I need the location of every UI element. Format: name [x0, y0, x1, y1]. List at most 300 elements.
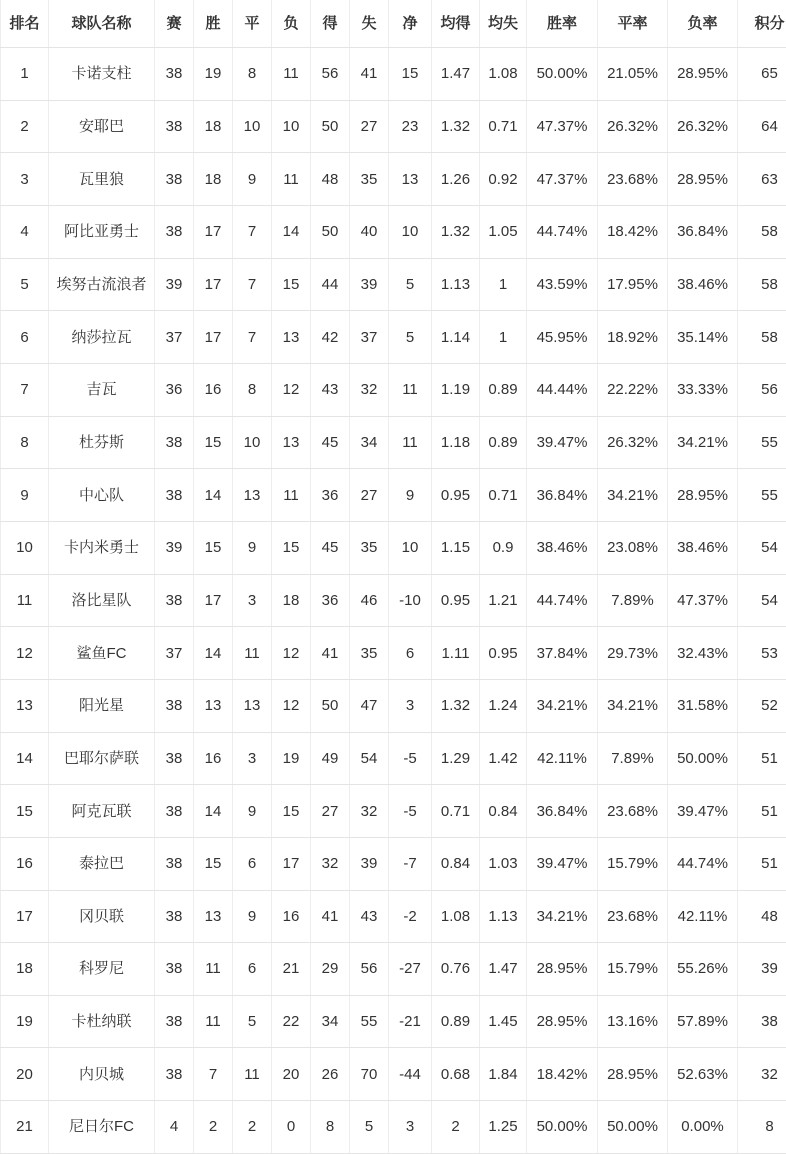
cell-win_rate: 45.95%: [527, 311, 598, 364]
cell-goal_diff: -21: [389, 995, 432, 1048]
table-row: [1, 1101, 786, 1154]
cell-draws: 2: [233, 1101, 272, 1154]
cell-draws: 6: [233, 837, 272, 890]
cell-goal_diff: 13: [389, 153, 432, 206]
cell-win_rate: 28.95%: [527, 995, 598, 1048]
cell-loss_rate: 31.58%: [668, 679, 738, 732]
cell-points: 55: [738, 469, 786, 522]
cell-team: 鲨鱼FC: [49, 627, 155, 680]
cell-losses: 15: [272, 785, 311, 838]
cell-goals_for: 42: [311, 311, 350, 364]
cell-goal_diff: 10: [389, 205, 432, 258]
cell-goals_for: 45: [311, 416, 350, 469]
cell-draws: 8: [233, 363, 272, 416]
table-row: [1, 100, 786, 153]
cell-loss_rate: 44.74%: [668, 837, 738, 890]
cell-loss_rate: 28.95%: [668, 48, 738, 101]
cell-goal_diff: 15: [389, 48, 432, 101]
cell-draw_rate: 21.05%: [598, 48, 668, 101]
cell-points: 64: [738, 100, 786, 153]
cell-rank: 9: [1, 469, 49, 522]
cell-avg_goals_against: 1.03: [480, 837, 527, 890]
cell-draws: 11: [233, 1048, 272, 1101]
column-header-played: 赛: [155, 0, 194, 48]
cell-avg_goals_for: 1.32: [432, 679, 480, 732]
cell-losses: 17: [272, 837, 311, 890]
cell-goals_against: 34: [350, 416, 389, 469]
cell-goals_for: 29: [311, 943, 350, 996]
cell-avg_goals_against: 1.24: [480, 679, 527, 732]
cell-team: 安耶巴: [49, 100, 155, 153]
cell-avg_goals_against: 1.42: [480, 732, 527, 785]
cell-goal_diff: 23: [389, 100, 432, 153]
cell-wins: 17: [194, 205, 233, 258]
cell-avg_goals_against: 1.25: [480, 1101, 527, 1154]
cell-played: 38: [155, 574, 194, 627]
cell-draw_rate: 50.00%: [598, 1101, 668, 1154]
table-row: [1, 311, 786, 364]
cell-draw_rate: 23.68%: [598, 890, 668, 943]
cell-loss_rate: 47.37%: [668, 574, 738, 627]
cell-draws: 10: [233, 416, 272, 469]
cell-avg_goals_for: 0.89: [432, 995, 480, 1048]
cell-goals_for: 50: [311, 100, 350, 153]
cell-losses: 13: [272, 311, 311, 364]
cell-losses: 12: [272, 679, 311, 732]
table-row: [1, 627, 786, 680]
cell-goal_diff: -2: [389, 890, 432, 943]
cell-losses: 12: [272, 363, 311, 416]
cell-loss_rate: 33.33%: [668, 363, 738, 416]
cell-loss_rate: 28.95%: [668, 469, 738, 522]
cell-rank: 3: [1, 153, 49, 206]
cell-avg_goals_against: 1: [480, 311, 527, 364]
cell-loss_rate: 52.63%: [668, 1048, 738, 1101]
cell-points: 58: [738, 258, 786, 311]
column-header-rank: 排名: [1, 0, 49, 48]
cell-avg_goals_against: 0.89: [480, 416, 527, 469]
cell-avg_goals_against: 1.47: [480, 943, 527, 996]
cell-goal_diff: 11: [389, 363, 432, 416]
cell-draw_rate: 18.92%: [598, 311, 668, 364]
cell-goals_for: 48: [311, 153, 350, 206]
cell-draws: 9: [233, 153, 272, 206]
cell-draw_rate: 34.21%: [598, 469, 668, 522]
cell-wins: 14: [194, 627, 233, 680]
cell-played: 37: [155, 311, 194, 364]
cell-points: 8: [738, 1101, 786, 1154]
cell-draws: 9: [233, 890, 272, 943]
cell-avg_goals_for: 1.13: [432, 258, 480, 311]
cell-loss_rate: 57.89%: [668, 995, 738, 1048]
column-header-wins: 胜: [194, 0, 233, 48]
table-row: [1, 890, 786, 943]
cell-draw_rate: 23.68%: [598, 153, 668, 206]
cell-loss_rate: 55.26%: [668, 943, 738, 996]
cell-team: 瓦里狼: [49, 153, 155, 206]
cell-win_rate: 44.74%: [527, 205, 598, 258]
cell-win_rate: 39.47%: [527, 837, 598, 890]
cell-rank: 19: [1, 995, 49, 1048]
cell-avg_goals_for: 1.14: [432, 311, 480, 364]
cell-draw_rate: 18.42%: [598, 205, 668, 258]
cell-goal_diff: 6: [389, 627, 432, 680]
cell-draw_rate: 7.89%: [598, 574, 668, 627]
cell-rank: 10: [1, 521, 49, 574]
column-header-draws: 平: [233, 0, 272, 48]
cell-draws: 13: [233, 679, 272, 732]
cell-win_rate: 43.59%: [527, 258, 598, 311]
cell-losses: 21: [272, 943, 311, 996]
cell-goals_against: 39: [350, 837, 389, 890]
cell-losses: 11: [272, 469, 311, 522]
cell-avg_goals_against: 0.84: [480, 785, 527, 838]
cell-losses: 10: [272, 100, 311, 153]
column-header-goals_against: 失: [350, 0, 389, 48]
cell-goals_for: 32: [311, 837, 350, 890]
cell-goal_diff: -5: [389, 785, 432, 838]
cell-goals_against: 46: [350, 574, 389, 627]
cell-points: 32: [738, 1048, 786, 1101]
cell-wins: 13: [194, 890, 233, 943]
cell-played: 4: [155, 1101, 194, 1154]
cell-played: 39: [155, 521, 194, 574]
header-row: [1, 0, 786, 48]
cell-goal_diff: -10: [389, 574, 432, 627]
cell-loss_rate: 35.14%: [668, 311, 738, 364]
cell-draw_rate: 28.95%: [598, 1048, 668, 1101]
cell-draw_rate: 22.22%: [598, 363, 668, 416]
cell-goals_for: 41: [311, 627, 350, 680]
cell-points: 58: [738, 205, 786, 258]
column-header-draw_rate: 平率: [598, 0, 668, 48]
cell-team: 卡内米勇士: [49, 521, 155, 574]
table-row: [1, 943, 786, 996]
cell-losses: 11: [272, 48, 311, 101]
cell-draws: 3: [233, 574, 272, 627]
cell-rank: 13: [1, 679, 49, 732]
cell-points: 38: [738, 995, 786, 1048]
cell-played: 37: [155, 627, 194, 680]
cell-losses: 20: [272, 1048, 311, 1101]
cell-avg_goals_for: 0.95: [432, 469, 480, 522]
cell-team: 尼日尔FC: [49, 1101, 155, 1154]
cell-rank: 7: [1, 363, 49, 416]
cell-draws: 3: [233, 732, 272, 785]
cell-draws: 5: [233, 995, 272, 1048]
cell-points: 54: [738, 574, 786, 627]
table-row: [1, 1048, 786, 1101]
cell-win_rate: 28.95%: [527, 943, 598, 996]
cell-losses: 15: [272, 258, 311, 311]
cell-draw_rate: 15.79%: [598, 943, 668, 996]
cell-wins: 18: [194, 100, 233, 153]
cell-goals_against: 27: [350, 100, 389, 153]
cell-team: 卡诺支柱: [49, 48, 155, 101]
table-row: [1, 469, 786, 522]
cell-points: 54: [738, 521, 786, 574]
cell-goals_for: 56: [311, 48, 350, 101]
cell-draws: 7: [233, 205, 272, 258]
cell-losses: 22: [272, 995, 311, 1048]
cell-points: 53: [738, 627, 786, 680]
cell-losses: 14: [272, 205, 311, 258]
cell-goals_against: 43: [350, 890, 389, 943]
cell-wins: 11: [194, 943, 233, 996]
cell-goals_against: 32: [350, 785, 389, 838]
cell-avg_goals_for: 2: [432, 1101, 480, 1154]
cell-points: 63: [738, 153, 786, 206]
cell-played: 38: [155, 100, 194, 153]
table-row: [1, 785, 786, 838]
cell-points: 39: [738, 943, 786, 996]
cell-loss_rate: 42.11%: [668, 890, 738, 943]
cell-win_rate: 44.44%: [527, 363, 598, 416]
cell-win_rate: 36.84%: [527, 785, 598, 838]
cell-win_rate: 42.11%: [527, 732, 598, 785]
cell-avg_goals_for: 0.76: [432, 943, 480, 996]
cell-goals_for: 8: [311, 1101, 350, 1154]
cell-avg_goals_for: 0.71: [432, 785, 480, 838]
cell-win_rate: 44.74%: [527, 574, 598, 627]
cell-points: 51: [738, 732, 786, 785]
cell-team: 冈贝联: [49, 890, 155, 943]
table-row: [1, 153, 786, 206]
cell-loss_rate: 34.21%: [668, 416, 738, 469]
cell-draw_rate: 15.79%: [598, 837, 668, 890]
cell-draws: 8: [233, 48, 272, 101]
cell-team: 内贝城: [49, 1048, 155, 1101]
cell-avg_goals_for: 1.18: [432, 416, 480, 469]
cell-draws: 9: [233, 521, 272, 574]
cell-rank: 12: [1, 627, 49, 680]
column-header-goals_for: 得: [311, 0, 350, 48]
cell-draws: 9: [233, 785, 272, 838]
cell-goals_for: 26: [311, 1048, 350, 1101]
cell-wins: 15: [194, 837, 233, 890]
cell-wins: 13: [194, 679, 233, 732]
cell-draw_rate: 26.32%: [598, 416, 668, 469]
cell-goal_diff: -44: [389, 1048, 432, 1101]
cell-draws: 11: [233, 627, 272, 680]
cell-goals_for: 36: [311, 574, 350, 627]
cell-draw_rate: 23.08%: [598, 521, 668, 574]
cell-goal_diff: 5: [389, 311, 432, 364]
cell-played: 38: [155, 153, 194, 206]
cell-played: 38: [155, 205, 194, 258]
column-header-loss_rate: 负率: [668, 0, 738, 48]
cell-team: 中心队: [49, 469, 155, 522]
cell-wins: 19: [194, 48, 233, 101]
cell-avg_goals_against: 1.21: [480, 574, 527, 627]
cell-avg_goals_for: 0.68: [432, 1048, 480, 1101]
cell-goal_diff: 9: [389, 469, 432, 522]
column-header-points: 积分: [738, 0, 786, 48]
cell-team: 纳莎拉瓦: [49, 311, 155, 364]
table-row: [1, 732, 786, 785]
cell-rank: 21: [1, 1101, 49, 1154]
cell-losses: 19: [272, 732, 311, 785]
cell-points: 48: [738, 890, 786, 943]
cell-goals_against: 37: [350, 311, 389, 364]
cell-played: 38: [155, 943, 194, 996]
standings-table-body: [1, 48, 786, 1154]
cell-points: 65: [738, 48, 786, 101]
cell-losses: 13: [272, 416, 311, 469]
cell-win_rate: 47.37%: [527, 153, 598, 206]
cell-wins: 14: [194, 785, 233, 838]
cell-goals_for: 41: [311, 890, 350, 943]
cell-goal_diff: -27: [389, 943, 432, 996]
cell-win_rate: 38.46%: [527, 521, 598, 574]
cell-goals_against: 47: [350, 679, 389, 732]
cell-win_rate: 18.42%: [527, 1048, 598, 1101]
cell-points: 56: [738, 363, 786, 416]
cell-avg_goals_for: 1.32: [432, 205, 480, 258]
column-header-goal_diff: 净: [389, 0, 432, 48]
cell-goals_against: 56: [350, 943, 389, 996]
cell-avg_goals_for: 1.47: [432, 48, 480, 101]
cell-rank: 8: [1, 416, 49, 469]
cell-losses: 11: [272, 153, 311, 206]
cell-win_rate: 34.21%: [527, 890, 598, 943]
cell-losses: 16: [272, 890, 311, 943]
cell-wins: 11: [194, 995, 233, 1048]
cell-goal_diff: 3: [389, 679, 432, 732]
cell-avg_goals_for: 1.11: [432, 627, 480, 680]
cell-wins: 18: [194, 153, 233, 206]
cell-draws: 6: [233, 943, 272, 996]
cell-avg_goals_for: 0.84: [432, 837, 480, 890]
cell-played: 38: [155, 1048, 194, 1101]
cell-wins: 14: [194, 469, 233, 522]
cell-goals_against: 54: [350, 732, 389, 785]
cell-team: 阿克瓦联: [49, 785, 155, 838]
cell-avg_goals_against: 1.45: [480, 995, 527, 1048]
cell-wins: 17: [194, 258, 233, 311]
cell-avg_goals_for: 1.19: [432, 363, 480, 416]
cell-goals_against: 35: [350, 153, 389, 206]
cell-wins: 7: [194, 1048, 233, 1101]
cell-losses: 15: [272, 521, 311, 574]
cell-win_rate: 34.21%: [527, 679, 598, 732]
column-header-avg_goals_for: 均得: [432, 0, 480, 48]
cell-team: 巴耶尔萨联: [49, 732, 155, 785]
table-row: [1, 521, 786, 574]
cell-played: 38: [155, 890, 194, 943]
cell-win_rate: 37.84%: [527, 627, 598, 680]
cell-goals_against: 41: [350, 48, 389, 101]
cell-goals_against: 32: [350, 363, 389, 416]
cell-goals_against: 35: [350, 521, 389, 574]
cell-avg_goals_against: 1.08: [480, 48, 527, 101]
cell-played: 38: [155, 416, 194, 469]
column-header-team: 球队名称: [49, 0, 155, 48]
cell-win_rate: 50.00%: [527, 48, 598, 101]
cell-team: 阿比亚勇士: [49, 205, 155, 258]
cell-avg_goals_against: 0.71: [480, 100, 527, 153]
cell-draw_rate: 34.21%: [598, 679, 668, 732]
column-header-avg_goals_against: 均失: [480, 0, 527, 48]
cell-goals_for: 45: [311, 521, 350, 574]
cell-goals_for: 44: [311, 258, 350, 311]
cell-goal_diff: 11: [389, 416, 432, 469]
cell-goals_against: 27: [350, 469, 389, 522]
table-row: [1, 837, 786, 890]
cell-goal_diff: 5: [389, 258, 432, 311]
cell-points: 51: [738, 837, 786, 890]
cell-goals_for: 43: [311, 363, 350, 416]
cell-avg_goals_against: 1: [480, 258, 527, 311]
cell-loss_rate: 28.95%: [668, 153, 738, 206]
cell-rank: 5: [1, 258, 49, 311]
cell-goals_against: 55: [350, 995, 389, 1048]
cell-played: 38: [155, 732, 194, 785]
cell-avg_goals_against: 1.05: [480, 205, 527, 258]
cell-goal_diff: -5: [389, 732, 432, 785]
cell-goals_for: 50: [311, 205, 350, 258]
cell-win_rate: 39.47%: [527, 416, 598, 469]
cell-goals_for: 36: [311, 469, 350, 522]
standings-table-head: [1, 0, 786, 48]
cell-losses: 12: [272, 627, 311, 680]
cell-played: 39: [155, 258, 194, 311]
cell-goals_against: 40: [350, 205, 389, 258]
cell-team: 卡杜纳联: [49, 995, 155, 1048]
cell-goals_against: 35: [350, 627, 389, 680]
cell-wins: 15: [194, 521, 233, 574]
cell-rank: 14: [1, 732, 49, 785]
cell-avg_goals_for: 0.95: [432, 574, 480, 627]
table-row: [1, 995, 786, 1048]
cell-wins: 15: [194, 416, 233, 469]
cell-avg_goals_for: 1.29: [432, 732, 480, 785]
column-header-win_rate: 胜率: [527, 0, 598, 48]
cell-team: 阳光星: [49, 679, 155, 732]
cell-team: 杜芬斯: [49, 416, 155, 469]
cell-played: 38: [155, 48, 194, 101]
table-row: [1, 205, 786, 258]
cell-loss_rate: 39.47%: [668, 785, 738, 838]
cell-loss_rate: 38.46%: [668, 521, 738, 574]
cell-avg_goals_for: 1.32: [432, 100, 480, 153]
cell-loss_rate: 36.84%: [668, 205, 738, 258]
cell-avg_goals_against: 0.9: [480, 521, 527, 574]
cell-goal_diff: -7: [389, 837, 432, 890]
cell-points: 52: [738, 679, 786, 732]
cell-rank: 17: [1, 890, 49, 943]
cell-goal_diff: 3: [389, 1101, 432, 1154]
table-row: [1, 48, 786, 101]
cell-losses: 0: [272, 1101, 311, 1154]
column-header-losses: 负: [272, 0, 311, 48]
cell-rank: 15: [1, 785, 49, 838]
cell-avg_goals_against: 0.95: [480, 627, 527, 680]
cell-wins: 2: [194, 1101, 233, 1154]
cell-draw_rate: 17.95%: [598, 258, 668, 311]
cell-wins: 16: [194, 363, 233, 416]
cell-avg_goals_for: 1.08: [432, 890, 480, 943]
cell-avg_goals_against: 0.92: [480, 153, 527, 206]
cell-loss_rate: 0.00%: [668, 1101, 738, 1154]
cell-draws: 7: [233, 311, 272, 364]
cell-points: 51: [738, 785, 786, 838]
cell-wins: 17: [194, 311, 233, 364]
table-row: [1, 258, 786, 311]
cell-avg_goals_for: 1.15: [432, 521, 480, 574]
cell-rank: 18: [1, 943, 49, 996]
cell-played: 36: [155, 363, 194, 416]
